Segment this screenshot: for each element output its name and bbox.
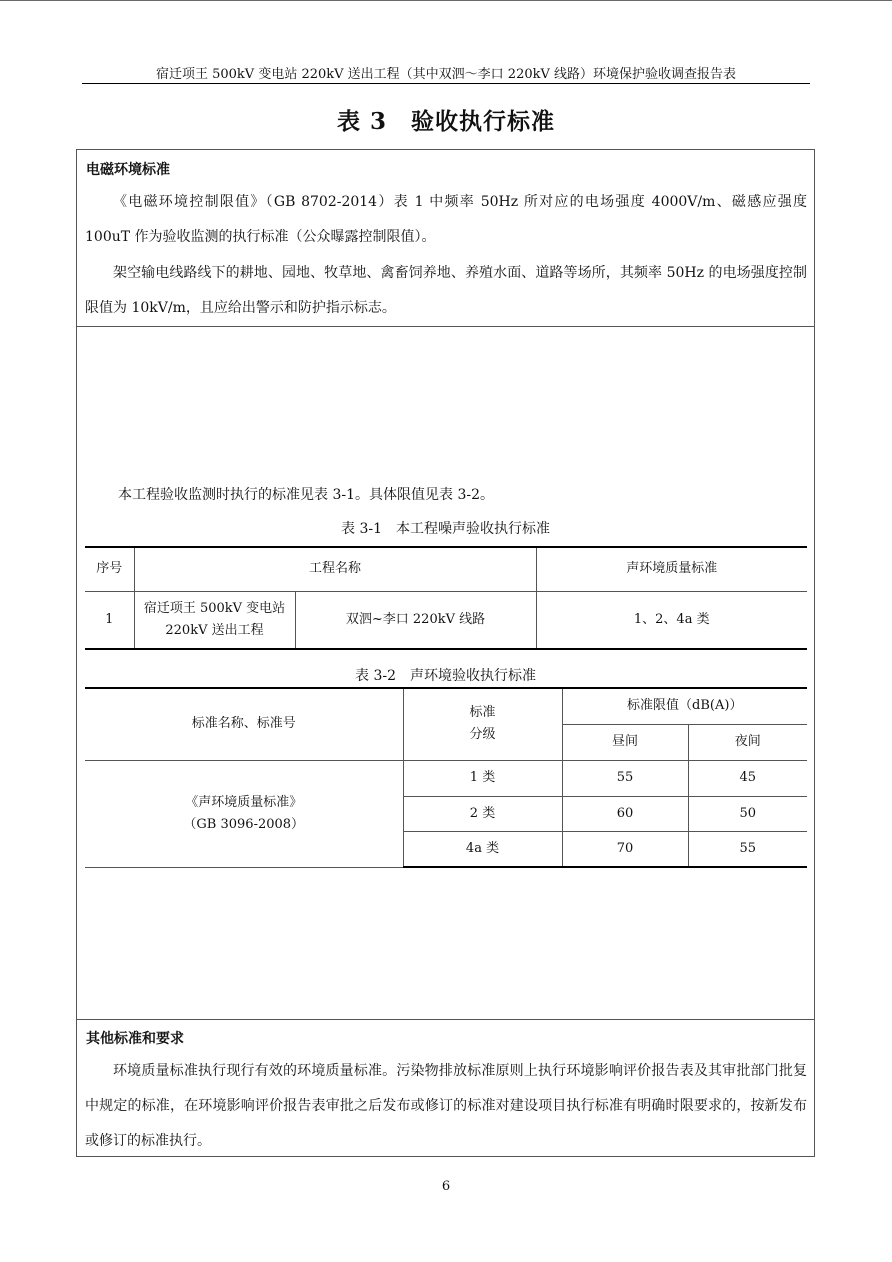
cell-night: 50 xyxy=(688,796,807,831)
cell-line: 双泗~李口 220kV 线路 xyxy=(295,591,536,649)
table-header-row xyxy=(85,547,807,591)
cell-project xyxy=(134,591,295,649)
em-section-title: 电磁环境标准 xyxy=(86,162,170,178)
top-border xyxy=(0,0,892,1)
cell-project-line1: 宿迁项王 500kV 变电站 xyxy=(143,600,286,616)
col-header-standard: 声环境质量标准 xyxy=(536,547,807,591)
page-number: 6 xyxy=(441,1179,451,1194)
col-header-no: 序号 xyxy=(85,547,134,591)
table-3-2-caption: 表 3-2 声环境验收执行标准 xyxy=(355,668,536,684)
cell-grade: 1 类 xyxy=(403,760,562,796)
section-divider xyxy=(77,326,814,327)
table-row xyxy=(85,760,807,796)
cell-night: 55 xyxy=(688,831,807,867)
col-header-night: 夜间 xyxy=(688,724,807,760)
col-header-project: 工程名称 xyxy=(134,547,536,591)
cell-grade: 4a 类 xyxy=(403,831,562,867)
cell-day: 60 xyxy=(562,796,688,831)
table-row xyxy=(85,591,807,649)
running-header: 宿迁项王 500kV 变电站 220kV 送出工程（其中双泗～李口 220kV 线路）环境保护验收调查报告表 xyxy=(155,67,737,82)
col-header-limit: 标准限值（dB(A)） xyxy=(562,688,807,724)
cell-day: 55 xyxy=(562,760,688,796)
col-header-grade xyxy=(403,688,562,760)
cell-project-line2: 220kV 送出工程 xyxy=(165,622,264,638)
cell-standard-name-line1: 《声环境质量标准》 xyxy=(185,794,303,810)
cell-day: 70 xyxy=(562,831,688,867)
col-header-grade-line2: 分级 xyxy=(469,727,496,743)
noise-intro: 本工程验收监测时执行的标准见表 3-1。具体限值见表 3-2。 xyxy=(118,487,494,503)
table-3-2 xyxy=(85,687,807,868)
other-paragraph: 环境质量标准执行现行有效的环境质量标准。污染物排放标准原则上执行环境影响评价报告表及其审批部门批复中规定的标准，在环境影响评价报告表审批之后发布或修订的标准对建设项目执行标准有明确时限要求的，按新发布或修订的标准执行。 xyxy=(85,1063,807,1149)
col-header-grade-line1: 标准 xyxy=(469,705,496,721)
table-header-row xyxy=(85,688,807,724)
table-3-1 xyxy=(85,546,807,650)
section-divider xyxy=(77,1019,814,1020)
header-rule xyxy=(82,83,810,84)
table-3-1-caption: 表 3-1 本工程噪声验收执行标准 xyxy=(341,521,550,537)
cell-standard-name xyxy=(85,760,403,867)
cell-standard: 1、2、4a 类 xyxy=(536,591,807,649)
col-header-standard-name: 标准名称、标准号 xyxy=(85,688,403,760)
standards-frame xyxy=(76,149,815,1157)
em-paragraph-2: 架空输电线路线下的耕地、园地、牧草地、禽畜饲养地、养殖水面、道路等场所，其频率 50Hz 的电场强度控制限值为 10kV/m，且应给出警示和防护指示标志。 xyxy=(85,265,807,316)
em-paragraph-1: 《电磁环境控制限值》（GB 8702-2014）表 1 中频率 50Hz 所对应的电场强度 4000V/m、磁感应强度 100uT 作为验收监测的执行标准（公众曝露控制限值）。 xyxy=(85,194,807,245)
cell-grade: 2 类 xyxy=(403,796,562,831)
cell-no: 1 xyxy=(85,591,134,649)
page-title: 表 3 验收执行标准 xyxy=(336,108,555,135)
col-header-day: 昼间 xyxy=(562,724,688,760)
cell-standard-name-line2: （GB 3096-2008） xyxy=(183,816,305,832)
cell-night: 45 xyxy=(688,760,807,796)
other-section-title: 其他标准和要求 xyxy=(86,1031,184,1047)
